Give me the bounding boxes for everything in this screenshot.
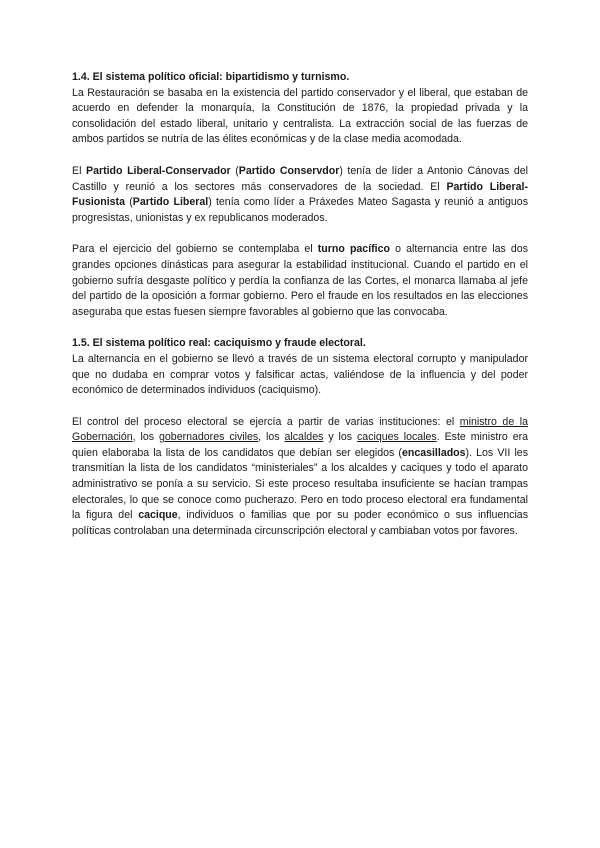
underlined-term-alcaldes: alcaldes (284, 431, 324, 444)
text-run: , los (258, 431, 285, 444)
paragraph-turno-pacifico (72, 242, 528, 320)
underlined-term-ministro: ministro de la Gobernación (72, 415, 529, 444)
bold-term-cacique: cacique (138, 509, 178, 522)
document-page (72, 70, 528, 555)
text-run: ) tenía de líder a Antonio Cánovas del Castillo y reunió a los sectores más conservadores de la sociedad. El (72, 164, 528, 193)
text-run: ) tenía como líder a Práxedes Mateo Sagasta y reunió a antiguos progresistas, unionistas y ex republicanos moderados. (72, 196, 528, 224)
text-run: ). Los VII les transmitían la lista de los candidatos “ministeriales” a los alcaldes y caciques y todo el aparato administrativo se ponía a su servicio. Si este proceso resultaba insuficiente se hacían trampas electorales, lo que se conoce como pucherazo. Pero en todo proceso electoral era fundamental la figura del (72, 446, 528, 522)
paragraph-partidos (72, 164, 528, 226)
paragraph-alternancia: La alternancia en el gobierno se llevó a través de un sistema electoral corrupto y manipulador que no dudaba en comprar votos y falsificar actas, valiéndose de la influencia y del poder económico de determinados individuos (caciquismo). (72, 352, 528, 397)
bold-term-partido-conservador: Partido Conservdor (238, 164, 340, 177)
section-heading-bipartidismo: 1.4. El sistema político oficial: bipartidismo y turnismo. (72, 71, 350, 83)
paragraph-control-electoral (72, 415, 528, 540)
text-run: ( (230, 164, 239, 177)
bold-term-partido-liberal-conservador: Partido Liberal-Conservador (86, 164, 231, 177)
text-run: , individuos o familias que por su poder económico o sus influencias políticas controlaban una determinada circunscripción electoral y cambiaban votos por favores. (72, 509, 528, 537)
section-heading-caciquismo: 1.5. El sistema político real: caciquismo y fraude electoral. (72, 337, 366, 350)
bold-term-partido-liberal: Partido Liberal (132, 196, 209, 209)
bold-term-encasillados: encasillados (401, 446, 466, 459)
text-run: ( (124, 196, 133, 209)
underlined-term-caciques-locales: caciques locales (357, 431, 437, 444)
text-run: . Este ministro era quien elaboraba la lista de los candidatos que debían ser elegidos ( (72, 431, 529, 459)
text-run: y los (323, 431, 357, 444)
text-run: El control del proceso electoral se ejercía a partir de varias instituciones: el (72, 415, 460, 428)
text-run: El (72, 164, 86, 177)
bold-term-partido-liberal-fusionista: Partido Liberal-Fusionista (72, 180, 528, 209)
text-run: , los (132, 431, 160, 444)
text-run: Para el ejercicio del gobierno se contemplaba el (72, 243, 318, 256)
underlined-term-gobernadores: gobernadores civiles (159, 431, 259, 444)
text-run: o alternancia entre las dos grandes opciones dinásticas para asegurar la estabilidad institucional. Cuando el partido en el gobierno sufría desgaste político y perdía la confianza de las Cortes, el monarca llamaba al jefe del partido de la oposición a formar gobierno. Pero el fraude en los resultados en las elecciones aseguraba que estas fuesen siempre favorables al gobierno que las convocaba. (72, 243, 528, 318)
paragraph-restauracion: La Restauración se basaba en la existencia del partido conservador y el liberal, que estaban de acuerdo en defender la monarquía, la Constitución de 1876, la propiedad privada y la consolidación del estado liberal, unitario y centralista. La extracción social de las fuerzas de ambos partidos se nutría de las élites económicas y de la clase media acomodada. (72, 86, 528, 146)
bold-term-turno-pacifico: turno pacífico (317, 243, 390, 256)
